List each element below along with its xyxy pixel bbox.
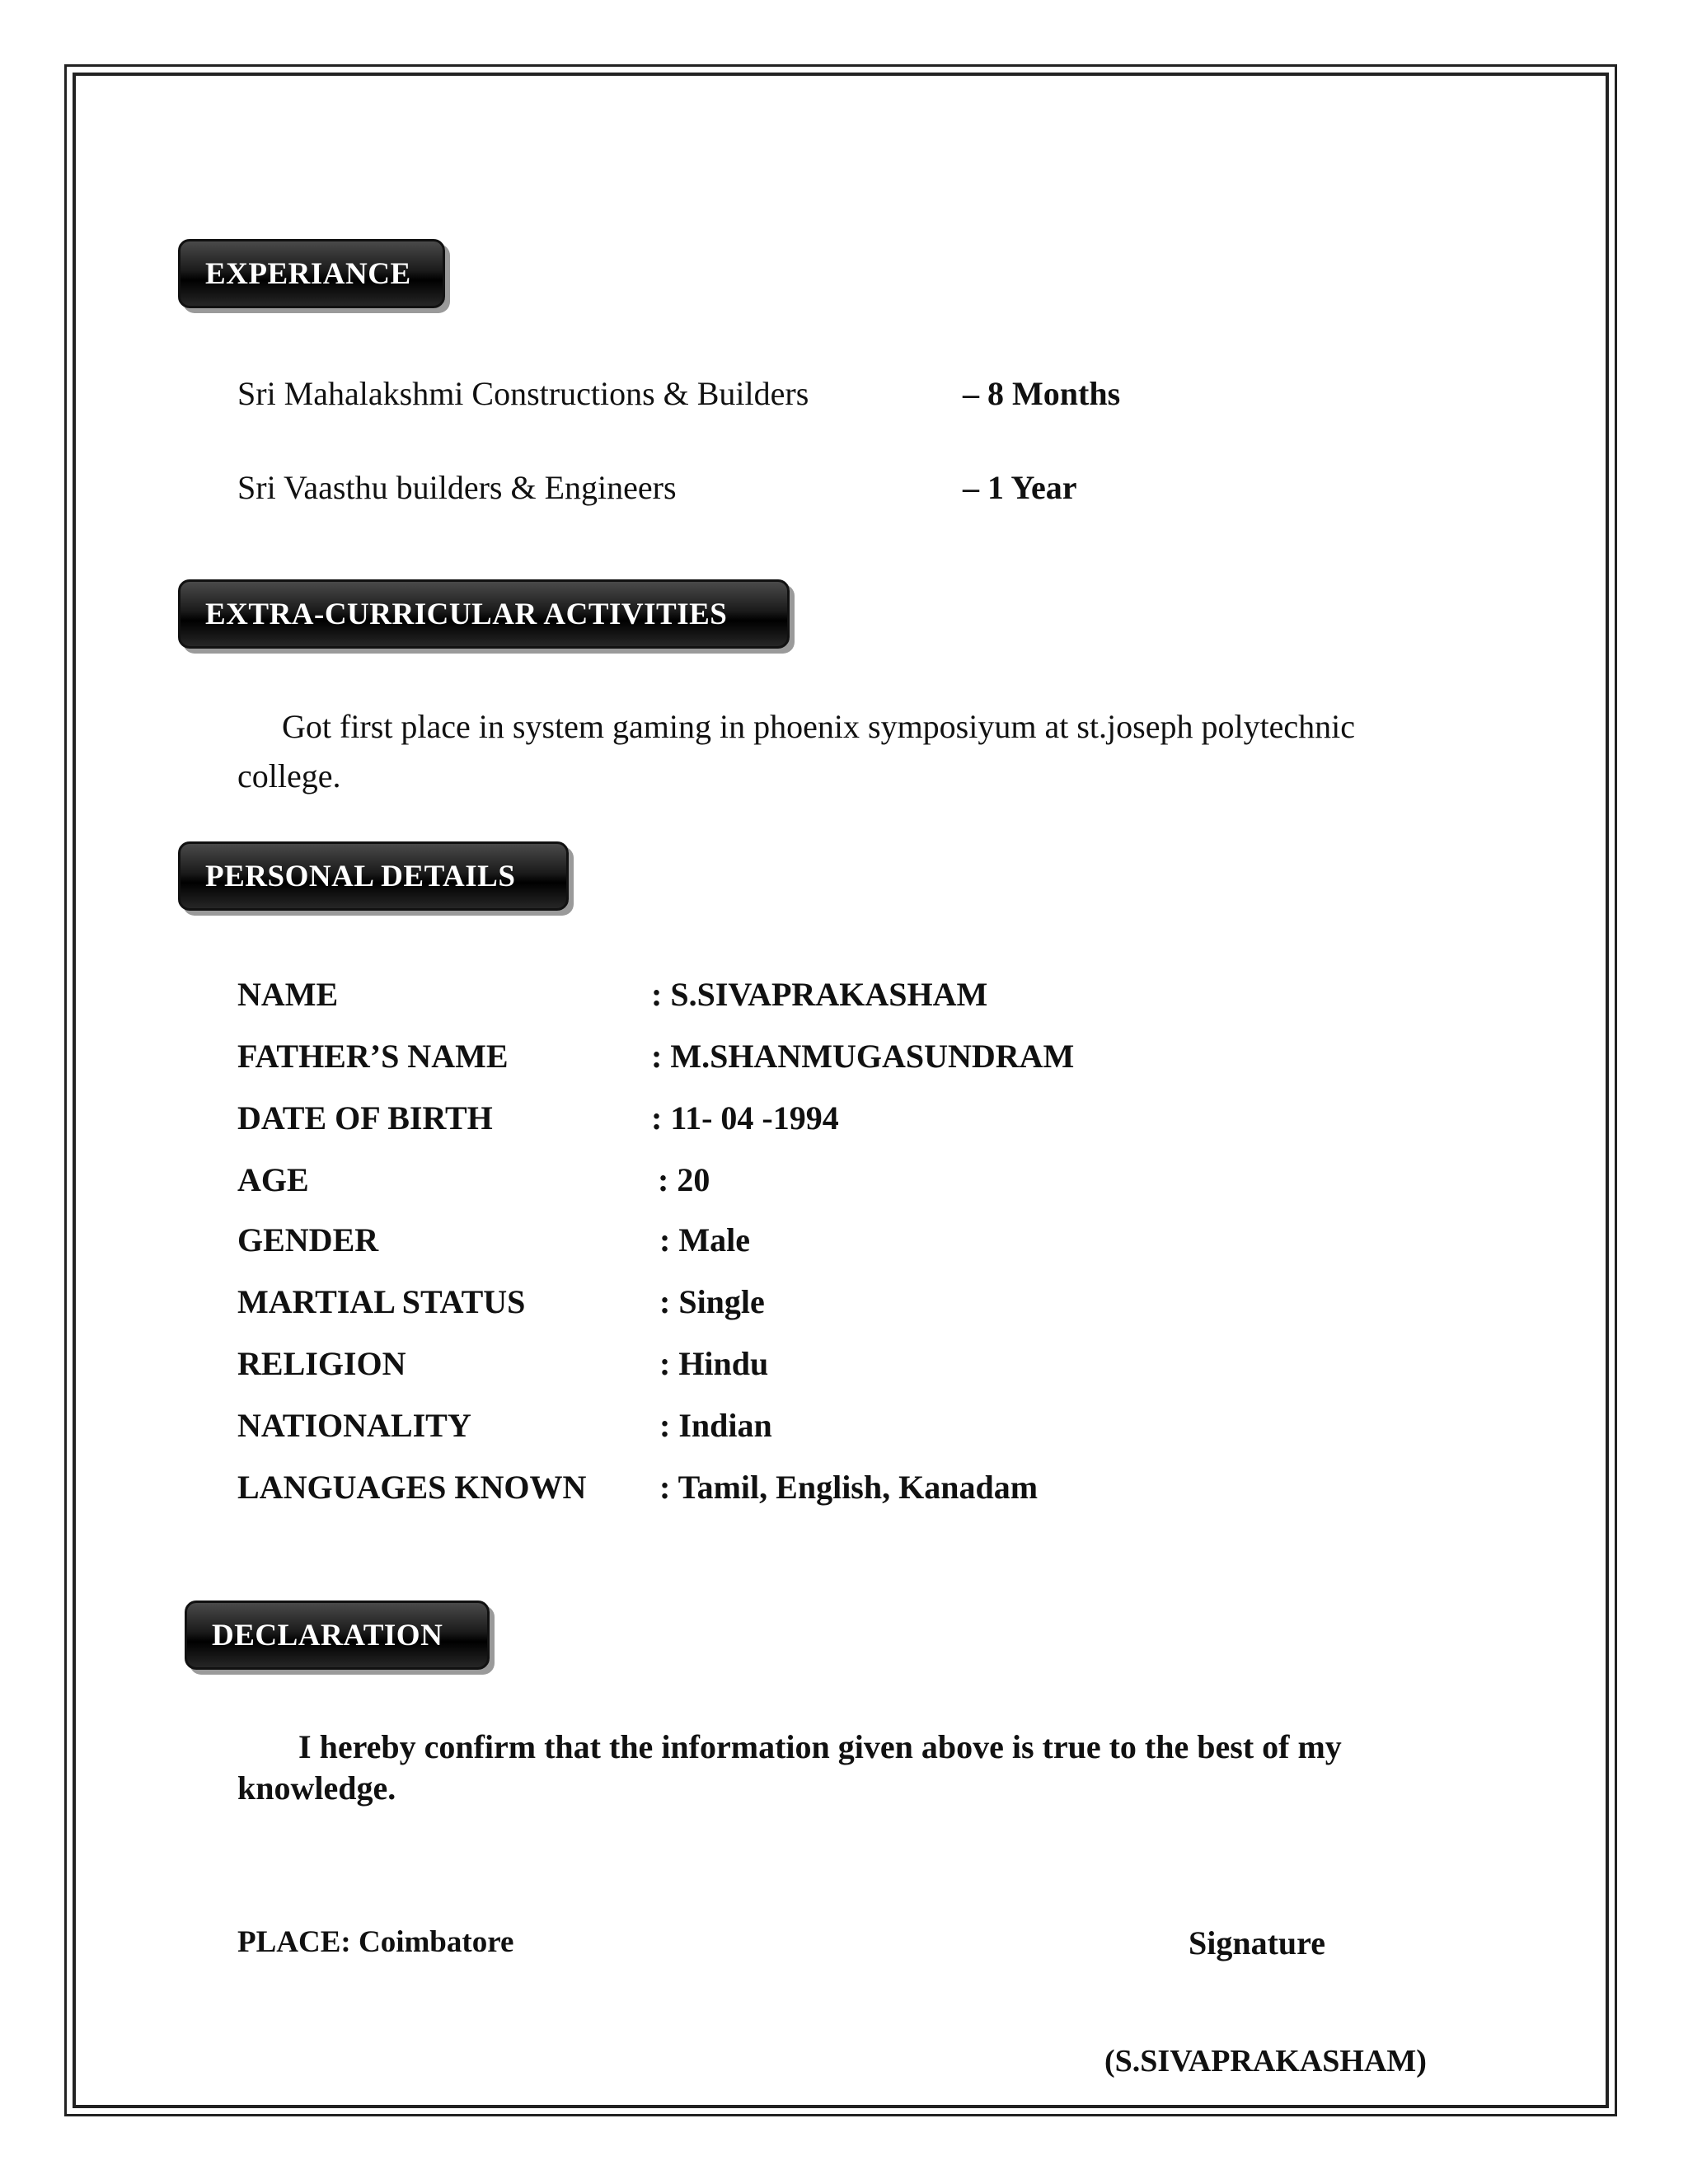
personal-value-gender: : Male <box>659 1221 750 1258</box>
declaration-header: DECLARATION <box>185 1601 490 1670</box>
personal-label-name: NAME <box>237 976 339 1013</box>
experience-duration-1: – 8 Months <box>963 375 1121 412</box>
personal-label-father: FATHER’S NAME <box>237 1038 509 1075</box>
experience-company-2: Sri Vaasthu builders & Engineers <box>237 469 677 506</box>
personal-value-name: : S.SIVAPRAKASHAM <box>651 976 988 1013</box>
signatory-name: (S.SIVAPRAKASHAM) <box>1104 2044 1427 2079</box>
personal-value-marital: : Single <box>659 1283 765 1320</box>
personal-value-religion: : Hindu <box>659 1345 769 1382</box>
personal-value-dob: : 11- 04 -1994 <box>651 1099 839 1137</box>
extracurricular-text: Got first place in system gaming in phoenix symposiyum at st.joseph polytechnic college. <box>237 708 1356 794</box>
personal-label-religion: RELIGION <box>237 1345 406 1382</box>
declaration-text: I hereby confirm that the information given above is true to the best of my knowledge. <box>237 1728 1342 1807</box>
experience-header: EXPERIANCE <box>178 239 445 308</box>
personal-label-dob: DATE OF BIRTH <box>237 1099 493 1137</box>
personal-label-languages: LANGUAGES KNOWN <box>237 1469 587 1506</box>
personal-value-languages: : Tamil, English, Kanadam <box>659 1469 1039 1506</box>
experience-company-1: Sri Mahalakshmi Constructions & Builders <box>237 375 809 412</box>
personal-label-age: AGE <box>237 1161 309 1198</box>
place-text: PLACE: Coimbatore <box>237 1925 514 1959</box>
extracurricular-header: EXTRA-CURRICULAR ACTIVITIES <box>178 579 790 649</box>
personal-details-header: PERSONAL DETAILS <box>178 841 569 911</box>
experience-duration-2: – 1 Year <box>963 469 1077 506</box>
signature-label: Signature <box>1189 1924 1325 1961</box>
personal-label-marital: MARTIAL STATUS <box>237 1283 526 1320</box>
personal-value-nationality: : Indian <box>659 1407 772 1444</box>
personal-label-gender: GENDER <box>237 1221 379 1258</box>
personal-value-age: : 20 <box>658 1161 710 1198</box>
personal-value-father: : M.SHANMUGASUNDRAM <box>651 1038 1075 1075</box>
personal-label-nationality: NATIONALITY <box>237 1407 471 1444</box>
